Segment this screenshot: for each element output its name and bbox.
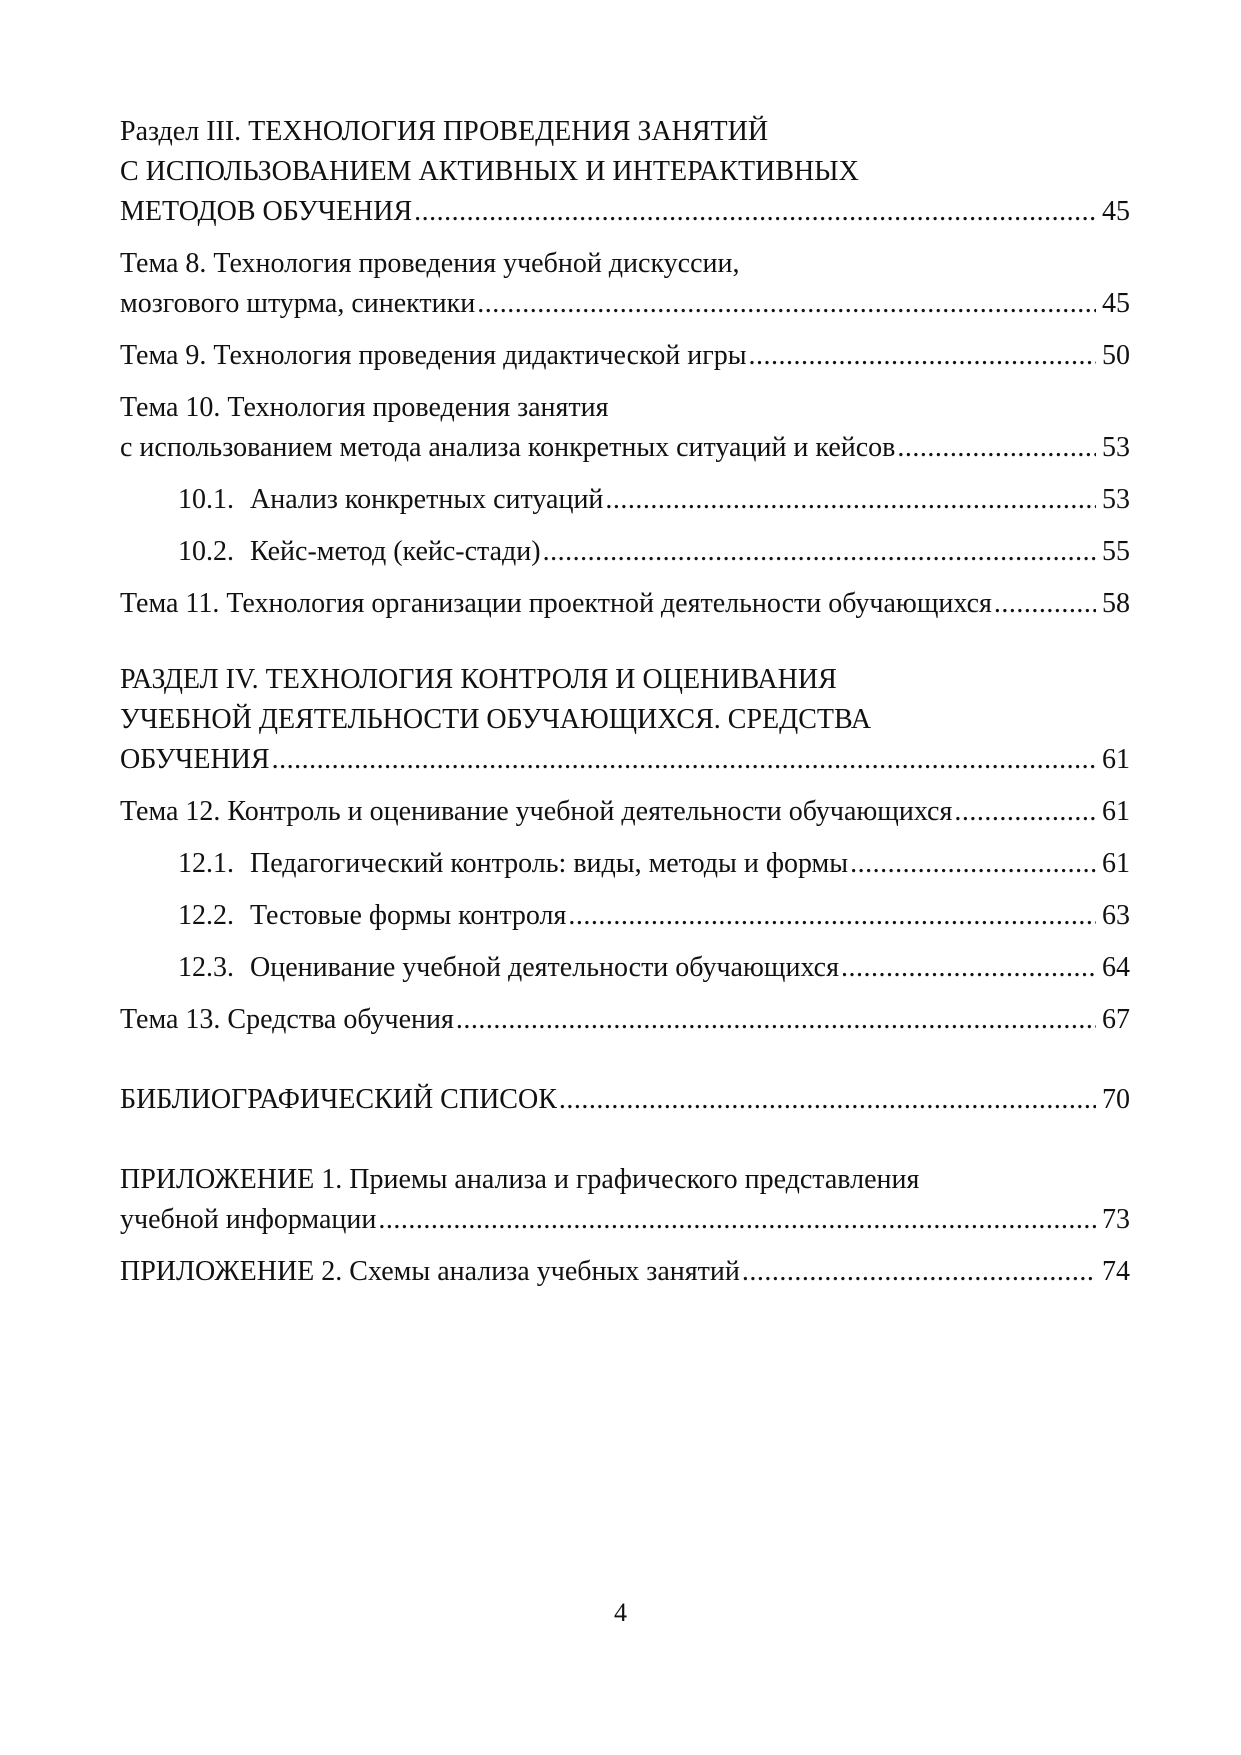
toc-entry-text: Раздел III. ТЕХНОЛОГИЯ ПРОВЕДЕНИЯ ЗАНЯТИЙ: [120, 116, 769, 147]
dot-leader: [456, 1000, 1096, 1040]
dot-leader: [559, 1080, 1096, 1120]
toc-entry-lastline: [178, 480, 1130, 520]
toc-entry-lastline: [178, 896, 1130, 936]
toc-entry-section-4: [120, 660, 1130, 780]
toc-subsection-number: 10.1.: [178, 484, 234, 515]
toc-page-number: 50: [1102, 340, 1130, 371]
toc-subsection-number: 12.3.: [178, 952, 234, 983]
toc-entry-topic-13: [120, 1000, 1130, 1040]
toc-entry-topic-8: [120, 244, 1130, 324]
toc-entry-text: С ИСПОЛЬЗОВАНИЕМ АКТИВНЫХ И ИНТЕРАКТИВНЫХ: [120, 156, 859, 187]
toc-entry-text: ОБУЧЕНИЯ: [120, 744, 270, 775]
toc-page-number: 74: [1102, 1256, 1130, 1287]
toc-subsection-number: 12.1.: [178, 848, 234, 879]
toc-entry-text: учебной информации: [120, 1204, 377, 1235]
dot-leader: [954, 792, 1096, 832]
dot-leader: [543, 532, 1096, 572]
toc-entry-subsection-12-1: [120, 844, 1130, 884]
toc-entry-text: Тема 8. Технология проведения учебной дискуссии,: [120, 248, 740, 279]
toc-entry-lastline: [120, 192, 1130, 232]
toc-entry-text: с использованием метода анализа конкретных ситуаций и кейсов: [120, 432, 896, 463]
toc-entry-text: Тема 11. Технология организации проектной деятельности обучающихся: [120, 588, 992, 619]
dot-leader: [841, 948, 1096, 988]
toc-page-number: 53: [1102, 432, 1130, 463]
dot-leader: [568, 896, 1096, 936]
toc-entry-text: Тема 13. Средства обучения: [120, 1004, 454, 1035]
toc-page-number: 73: [1102, 1204, 1130, 1235]
toc-entry-text: Педагогический контроль: виды, методы и формы: [250, 848, 849, 879]
toc-entry-text: ПРИЛОЖЕНИЕ 2. Схемы анализа учебных занятий: [120, 1256, 740, 1287]
toc-entry-bibliography: [120, 1080, 1130, 1120]
toc-entry-lastline: [178, 844, 1130, 884]
toc-entry-lastline: [120, 1000, 1130, 1040]
toc-entry-lastline: [120, 284, 1130, 324]
toc-entry-lastline: [120, 584, 1130, 624]
toc-entry-lastline: [120, 336, 1130, 376]
toc-page-number: 61: [1102, 796, 1130, 827]
toc-entry-text: Тема 12. Контроль и оценивание учебной деятельности обучающихся: [120, 796, 953, 827]
dot-leader: [477, 284, 1096, 324]
toc-entry-text: РАЗДЕЛ IV. ТЕХНОЛОГИЯ КОНТРОЛЯ И ОЦЕНИВАНИЯ: [120, 664, 837, 695]
toc-entry-section-3: [120, 112, 1130, 232]
toc-entry-text: мозгового штурма, синектики: [120, 288, 476, 319]
toc-page-number: 61: [1102, 744, 1130, 775]
toc-entry-subsection-10-2: [120, 532, 1130, 572]
toc-subsection-number: 12.2.: [178, 900, 234, 931]
dot-leader: [994, 584, 1096, 624]
toc-entry-topic-9: [120, 336, 1130, 376]
toc-entry-lastline: [120, 1252, 1130, 1292]
toc-subsection-number: 10.2.: [178, 536, 234, 567]
toc-page-number: 55: [1102, 536, 1130, 567]
toc-entry-subsection-12-2: [120, 896, 1130, 936]
toc-entry-appendix-2: [120, 1252, 1130, 1292]
page-number: 4: [614, 1598, 627, 1627]
toc-entry-text: Оценивание учебной деятельности обучающихся: [250, 952, 839, 983]
toc-entry-text: БИБЛИОГРАФИЧЕСКИЙ СПИСОК: [120, 1084, 557, 1115]
toc-page-number: 70: [1102, 1084, 1130, 1115]
dot-leader: [749, 336, 1096, 376]
toc-entry-lastline: [120, 1080, 1130, 1120]
toc-page-number: 64: [1102, 952, 1130, 983]
toc-page-number: 45: [1102, 196, 1130, 227]
toc-page-number: 67: [1102, 1004, 1130, 1035]
toc-entry-lastline: [120, 1200, 1130, 1240]
toc-entry-appendix-1: [120, 1160, 1130, 1240]
dot-leader: [850, 844, 1096, 884]
toc-entry-text: Тема 9. Технология проведения дидактической игры: [120, 340, 747, 371]
toc-entry-topic-11: [120, 584, 1130, 624]
toc-entry-text: МЕТОДОВ ОБУЧЕНИЯ: [120, 196, 413, 227]
toc-entry-lastline: [178, 948, 1130, 988]
toc-entry-lastline: [178, 532, 1130, 572]
toc-page-number: 58: [1102, 588, 1130, 619]
dot-leader: [742, 1252, 1096, 1292]
toc-entry-lastline: [120, 792, 1130, 832]
toc-entry-text: Тема 10. Технология проведения занятия: [120, 392, 609, 423]
dot-leader: [414, 192, 1096, 232]
toc-entry-subsection-10-1: [120, 480, 1130, 520]
dot-leader: [272, 740, 1096, 780]
toc-entry-text: Тестовые формы контроля: [250, 900, 567, 931]
toc-entry-lastline: [120, 428, 1130, 468]
toc-entry-topic-12: [120, 792, 1130, 832]
toc-page-number: 63: [1102, 900, 1130, 931]
toc-entry-lastline: [120, 740, 1130, 780]
dot-leader: [605, 480, 1096, 520]
dot-leader: [897, 428, 1096, 468]
toc-entry-subsection-12-3: [120, 948, 1130, 988]
toc-entry-text: УЧЕБНОЙ ДЕЯТЕЛЬНОСТИ ОБУЧАЮЩИХСЯ. СРЕДСТВА: [120, 704, 872, 735]
toc-entry-text: Анализ конкретных ситуаций: [250, 484, 604, 515]
toc-entry-topic-10: [120, 388, 1130, 468]
dot-leader: [378, 1200, 1096, 1240]
toc-page-number: 61: [1102, 848, 1130, 879]
toc-entry-text: ПРИЛОЖЕНИЕ 1. Приемы анализа и графического представления: [120, 1164, 920, 1195]
toc-page-number: 53: [1102, 484, 1130, 515]
toc-entry-text: Кейс-метод (кейс-стади): [250, 536, 541, 567]
table-of-contents: [120, 112, 1130, 1292]
toc-page-number: 45: [1102, 288, 1130, 319]
